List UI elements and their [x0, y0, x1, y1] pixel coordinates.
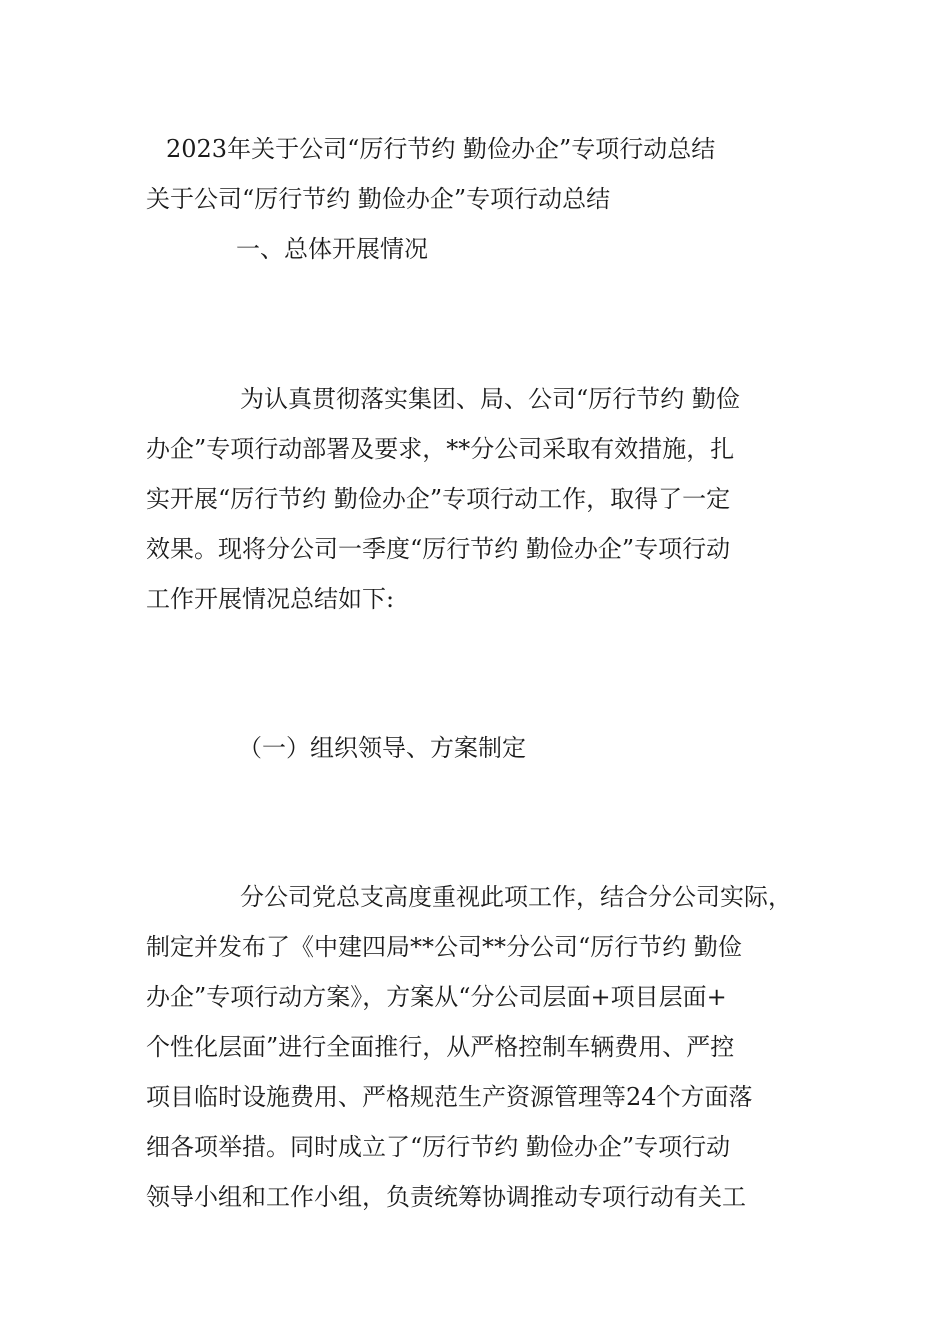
- document-title: 2023年关于公司“厉行节约 勤俭办企”专项行动总结: [166, 135, 716, 163]
- paragraph1-line: 为认真贯彻落实集团、局、公司“厉行节约 勤俭: [240, 385, 740, 413]
- paragraph2-line: 项目临时设施费用、严格规范生产资源管理等24个方面落: [146, 1083, 753, 1111]
- paragraph1-line: 效果。现将分公司一季度“厉行节约 勤俭办企”专项行动: [146, 535, 731, 563]
- paragraph2-line: 个性化层面”进行全面推行，从严格控制车辆费用、严控: [146, 1033, 735, 1061]
- paragraph2-line: 领导小组和工作小组，负责统筹协调推动专项行动有关工: [146, 1183, 746, 1211]
- paragraph1-line: 办企”专项行动部署及要求，**分公司采取有效措施，扎: [146, 435, 735, 463]
- paragraph1-line: 工作开展情况总结如下:: [146, 585, 395, 613]
- paragraph2-line: 分公司党总支高度重视此项工作，结合分公司实际，: [240, 883, 792, 911]
- document-subtitle: 关于公司“厉行节约 勤俭办企”专项行动总结: [146, 185, 611, 213]
- section-heading: 一、总体开展情况: [236, 235, 428, 263]
- paragraph2-line: 办企”专项行动方案》，方案从“分公司层面+项目层面+: [146, 983, 727, 1011]
- paragraph1-line: 实开展“厉行节约 勤俭办企”专项行动工作，取得了一定: [146, 485, 731, 513]
- paragraph2-line: 制定并发布了《中建四局**公司**分公司“厉行节约 勤俭: [146, 933, 742, 961]
- paragraph2-line: 细各项举措。同时成立了“厉行节约 勤俭办企”专项行动: [146, 1133, 731, 1161]
- subsection-heading: （一）组织领导、方案制定: [238, 734, 526, 762]
